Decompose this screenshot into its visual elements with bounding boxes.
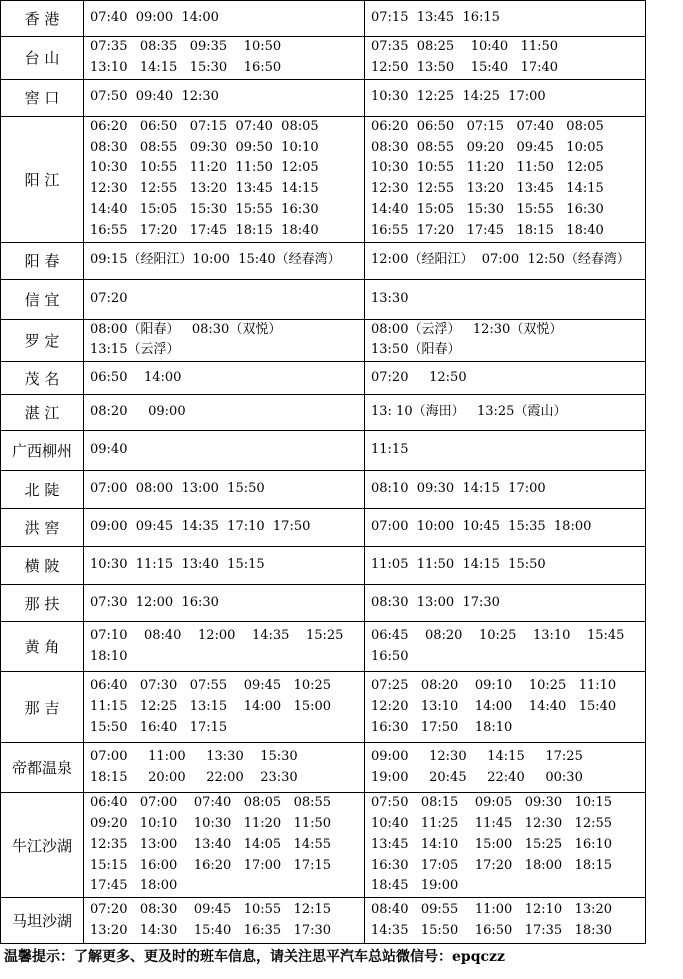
return-times-cell bbox=[365, 395, 646, 431]
time-line: 09:15（经阳江）10:00 15:40（经春湾） bbox=[90, 252, 341, 268]
return-times-cell bbox=[365, 319, 646, 362]
time-line: 10:30 10:55 11:20 11:50 12:05 bbox=[90, 160, 319, 176]
schedule-row bbox=[1, 319, 646, 362]
time-line: 07:20 08:30 09:45 10:55 12:15 bbox=[90, 901, 332, 917]
destination-cell: 横 陂 bbox=[1, 547, 84, 585]
return-times-cell bbox=[365, 1, 646, 37]
time-line: 11:15 12:25 13:15 14:00 15:00 bbox=[90, 698, 332, 714]
time-line: 08:40 09:55 11:00 12:10 13:20 bbox=[371, 901, 613, 917]
time-line: 13:30 bbox=[371, 290, 409, 306]
time-line: 09:20 10:10 10:30 11:20 11:50 bbox=[90, 815, 332, 831]
schedule-row bbox=[1, 279, 646, 319]
time-line: 07:20 12:50 bbox=[371, 369, 467, 385]
departure-times-cell bbox=[84, 509, 365, 547]
destination-cell: 马坦沙湖 bbox=[1, 898, 84, 944]
time-line: 16:30 17:05 17:20 18:00 18:15 bbox=[371, 857, 613, 873]
return-times-cell bbox=[365, 431, 646, 471]
departure-times-cell bbox=[84, 362, 365, 395]
time-line: 07:50 09:40 12:30 bbox=[90, 89, 219, 105]
destination-cell: 北 陡 bbox=[1, 471, 84, 509]
destination-cell: 香 港 bbox=[1, 1, 84, 37]
return-times-cell bbox=[365, 898, 646, 944]
destination-cell: 窖 口 bbox=[1, 79, 84, 116]
schedule-row bbox=[1, 431, 646, 471]
time-line: 07:20 bbox=[90, 290, 128, 306]
schedule-row bbox=[1, 743, 646, 793]
schedule-row bbox=[1, 793, 646, 898]
return-times-cell bbox=[365, 37, 646, 80]
destination-cell: 茂 名 bbox=[1, 362, 84, 395]
time-line: 12:30 12:55 13:20 13:45 14:15 bbox=[371, 181, 604, 197]
destination-cell: 阳 春 bbox=[1, 242, 84, 279]
time-line: 15:15 16:00 16:20 17:00 17:15 bbox=[90, 857, 332, 873]
departure-times-cell bbox=[84, 793, 365, 898]
time-line: 17:45 18:00 bbox=[90, 878, 178, 894]
return-times-cell bbox=[365, 509, 646, 547]
departure-times-cell bbox=[84, 672, 365, 743]
time-line: 13:50（阳春） bbox=[371, 342, 461, 358]
time-line: 18:15 20:00 22:00 23:30 bbox=[90, 769, 298, 785]
time-line: 14:35 15:50 16:50 17:35 18:30 bbox=[371, 922, 613, 938]
time-line: 07:15 13:45 16:15 bbox=[371, 10, 500, 26]
return-times-cell bbox=[365, 547, 646, 585]
destination-cell: 洪 窖 bbox=[1, 509, 84, 547]
destination-cell: 帝都温泉 bbox=[1, 743, 84, 793]
time-line: 16:55 17:20 17:45 18:15 18:40 bbox=[371, 222, 604, 238]
notice-text: 温馨提示：了解更多、更及时的班车信息，请关注思平汽车总站微信号：epqczz bbox=[4, 949, 505, 965]
time-line: 19:00 20:45 22:40 00:30 bbox=[371, 769, 583, 785]
departure-times-cell bbox=[84, 547, 365, 585]
time-line: 13:45 14:10 15:00 15:25 16:10 bbox=[371, 836, 613, 852]
time-line: 16:50 bbox=[371, 648, 409, 664]
return-times-cell bbox=[365, 743, 646, 793]
schedule-row bbox=[1, 362, 646, 395]
destination-cell: 广西柳州 bbox=[1, 431, 84, 471]
time-line: 07:30 12:00 16:30 bbox=[90, 594, 219, 610]
destination-cell: 那 吉 bbox=[1, 672, 84, 743]
time-line: 06:40 07:00 07:40 08:05 08:55 bbox=[90, 795, 332, 811]
schedule-row bbox=[1, 242, 646, 279]
schedule-row bbox=[1, 79, 646, 116]
time-line: 07:50 08:15 09:05 09:30 10:15 bbox=[371, 795, 613, 811]
time-line: 06:40 07:30 07:55 09:45 10:25 bbox=[90, 677, 332, 693]
departure-times-cell bbox=[84, 622, 365, 672]
time-line: 09:00 12:30 14:15 17:25 bbox=[371, 748, 583, 764]
time-line: 16:55 17:20 17:45 18:15 18:40 bbox=[90, 222, 319, 238]
departure-times-cell bbox=[84, 471, 365, 509]
return-times-cell bbox=[365, 242, 646, 279]
departure-times-cell bbox=[84, 279, 365, 319]
time-line: 07:00 10:00 10:45 15:35 18:00 bbox=[371, 519, 592, 535]
schedule-row bbox=[1, 37, 646, 80]
time-line: 13: 10（海田） 13:25（霞山） bbox=[371, 404, 567, 420]
time-line: 08:00（云浮） 12:30（双悦） bbox=[371, 321, 563, 337]
time-line: 08:20 09:00 bbox=[90, 404, 186, 420]
schedule-row bbox=[1, 898, 646, 944]
schedule-row bbox=[1, 547, 646, 585]
time-line: 07:25 08:20 09:10 10:25 11:10 bbox=[371, 677, 617, 693]
time-line: 06:45 08:20 10:25 13:10 15:45 bbox=[371, 627, 625, 643]
time-line: 09:00 09:45 14:35 17:10 17:50 bbox=[90, 519, 311, 535]
time-line: 10:30 11:15 13:40 15:15 bbox=[90, 557, 265, 573]
time-line: 10:30 10:55 11:20 11:50 12:05 bbox=[371, 160, 604, 176]
time-line: 06:20 06:50 07:15 07:40 08:05 bbox=[90, 118, 319, 134]
time-line: 08:00（阳春） 08:30（双悦） bbox=[90, 321, 282, 337]
schedule-row bbox=[1, 1, 646, 37]
return-times-cell bbox=[365, 471, 646, 509]
departure-times-cell bbox=[84, 743, 365, 793]
schedule-row bbox=[1, 622, 646, 672]
return-times-cell bbox=[365, 672, 646, 743]
time-line: 12:35 13:00 13:40 14:05 14:55 bbox=[90, 836, 332, 852]
departure-times-cell bbox=[84, 898, 365, 944]
departure-times-cell bbox=[84, 319, 365, 362]
return-times-cell bbox=[365, 622, 646, 672]
destination-cell: 那 扶 bbox=[1, 585, 84, 622]
time-line: 09:40 bbox=[90, 442, 128, 458]
time-line: 12:20 13:10 14:00 14:40 15:40 bbox=[371, 698, 617, 714]
destination-cell: 信 宜 bbox=[1, 279, 84, 319]
time-line: 13:20 14:30 15:40 16:35 17:30 bbox=[90, 922, 332, 938]
time-line: 10:40 11:25 11:45 12:30 12:55 bbox=[371, 815, 613, 831]
destination-cell: 牛江沙湖 bbox=[1, 793, 84, 898]
return-times-cell bbox=[365, 362, 646, 395]
time-line: 15:50 16:40 17:15 bbox=[90, 719, 228, 735]
time-line: 12:30 12:55 13:20 13:45 14:15 bbox=[90, 181, 319, 197]
time-line: 18:10 bbox=[90, 648, 128, 664]
departure-times-cell bbox=[84, 116, 365, 242]
destination-cell: 湛 江 bbox=[1, 395, 84, 431]
timetable-body bbox=[1, 1, 646, 944]
schedule-row bbox=[1, 395, 646, 431]
departure-times-cell bbox=[84, 242, 365, 279]
time-line: 13:15（云浮） bbox=[90, 342, 180, 358]
time-line: 07:00 11:00 13:30 15:30 bbox=[90, 748, 298, 764]
time-line: 08:30 08:55 09:20 09:45 10:05 bbox=[371, 139, 604, 155]
schedule-row bbox=[1, 672, 646, 743]
time-line: 12:00（经阳江） 07:00 12:50（经春湾） bbox=[371, 252, 630, 268]
time-line: 13:10 14:15 15:30 16:50 bbox=[90, 59, 282, 75]
destination-cell: 黄 角 bbox=[1, 622, 84, 672]
return-times-cell bbox=[365, 585, 646, 622]
departure-times-cell bbox=[84, 431, 365, 471]
time-line: 07:00 08:00 13:00 15:50 bbox=[90, 481, 265, 497]
time-line: 08:30 13:00 17:30 bbox=[371, 594, 500, 610]
departure-times-cell bbox=[84, 1, 365, 37]
departure-times-cell bbox=[84, 585, 365, 622]
time-line: 07:35 08:35 09:35 10:50 bbox=[90, 39, 282, 54]
destination-cell: 罗 定 bbox=[1, 319, 84, 362]
time-line: 06:20 06:50 07:15 07:40 08:05 bbox=[371, 118, 604, 134]
departure-times-cell bbox=[84, 37, 365, 80]
schedule-row bbox=[1, 471, 646, 509]
schedule-row bbox=[1, 116, 646, 242]
destination-cell: 阳 江 bbox=[1, 116, 84, 242]
time-line: 07:40 09:00 14:00 bbox=[90, 10, 219, 26]
time-line: 06:50 14:00 bbox=[90, 369, 182, 385]
time-line: 07:10 08:40 12:00 14:35 15:25 bbox=[90, 627, 344, 643]
schedule-row bbox=[1, 585, 646, 622]
destination-cell: 台 山 bbox=[1, 37, 84, 80]
time-line: 08:10 09:30 14:15 17:00 bbox=[371, 481, 546, 497]
time-line: 14:40 15:05 15:30 15:55 16:30 bbox=[90, 201, 319, 217]
return-times-cell bbox=[365, 116, 646, 242]
time-line: 08:30 08:55 09:30 09:50 10:10 bbox=[90, 139, 319, 155]
departure-times-cell bbox=[84, 79, 365, 116]
time-line: 16:30 17:50 18:10 bbox=[371, 719, 513, 735]
return-times-cell bbox=[365, 793, 646, 898]
departure-times-cell bbox=[84, 395, 365, 431]
time-line: 07:35 08:25 10:40 11:50 bbox=[371, 39, 559, 54]
return-times-cell bbox=[365, 79, 646, 116]
time-line: 11:05 11:50 14:15 15:50 bbox=[371, 557, 546, 573]
time-line: 18:45 19:00 bbox=[371, 878, 459, 894]
return-times-cell bbox=[365, 279, 646, 319]
time-line: 11:15 bbox=[371, 442, 409, 458]
time-line: 10:30 12:25 14:25 17:00 bbox=[371, 89, 546, 105]
time-line: 12:50 13:50 15:40 17:40 bbox=[371, 59, 559, 75]
time-line: 14:40 15:05 15:30 15:55 16:30 bbox=[371, 201, 604, 217]
schedule-row bbox=[1, 509, 646, 547]
